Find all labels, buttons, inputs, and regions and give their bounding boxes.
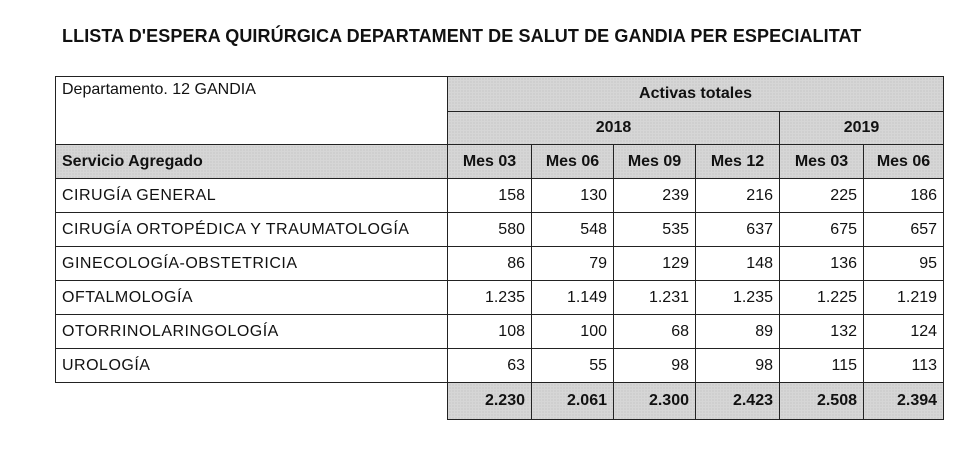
table-cell: 1.231 [614, 281, 696, 315]
service-name: CIRUGÍA GENERAL [56, 179, 448, 213]
year-header-2019: 2019 [780, 112, 944, 145]
table-cell: 239 [614, 179, 696, 213]
table-cell: 580 [448, 213, 532, 247]
table-row [56, 349, 944, 383]
column-header: Mes 12 [696, 145, 780, 179]
table-cell: 225 [780, 179, 864, 213]
service-header: Servicio Agregado [56, 145, 448, 179]
column-header: Mes 09 [614, 145, 696, 179]
service-name: OTORRINOLARINGOLOGÍA [56, 315, 448, 349]
total-cell: 2.061 [532, 383, 614, 420]
year-header-2018: 2018 [448, 112, 780, 145]
table-cell: 98 [614, 349, 696, 383]
service-name: CIRUGÍA ORTOPÉDICA Y TRAUMATOLOGÍA [56, 213, 448, 247]
table-cell: 216 [696, 179, 780, 213]
total-cell: 2.508 [780, 383, 864, 420]
column-header: Mes 06 [864, 145, 944, 179]
table-cell: 95 [864, 247, 944, 281]
table-cell: 86 [448, 247, 532, 281]
department-label: Departamento. 12 GANDIA [56, 77, 448, 145]
table-cell: 89 [696, 315, 780, 349]
table-row [56, 247, 944, 281]
column-header: Mes 03 [780, 145, 864, 179]
table-cell: 1.235 [448, 281, 532, 315]
table-cell: 1.225 [780, 281, 864, 315]
table-row [56, 213, 944, 247]
table-cell: 63 [448, 349, 532, 383]
table-cell: 158 [448, 179, 532, 213]
column-header: Mes 06 [532, 145, 614, 179]
table-cell: 186 [864, 179, 944, 213]
total-cell: 2.423 [696, 383, 780, 420]
column-header: Mes 03 [448, 145, 532, 179]
total-cell: 2.300 [614, 383, 696, 420]
service-name: OFTALMOLOGÍA [56, 281, 448, 315]
table-row [56, 315, 944, 349]
table-cell: 113 [864, 349, 944, 383]
table-cell: 124 [864, 315, 944, 349]
table-cell: 1.149 [532, 281, 614, 315]
totals-blank [56, 383, 448, 420]
table-cell: 675 [780, 213, 864, 247]
group-header: Activas totales [448, 77, 944, 112]
table-cell: 637 [696, 213, 780, 247]
table-cell: 68 [614, 315, 696, 349]
service-name: GINECOLOGÍA-OBSTETRICIA [56, 247, 448, 281]
service-name: UROLOGÍA [56, 349, 448, 383]
table-cell: 55 [532, 349, 614, 383]
table-cell: 657 [864, 213, 944, 247]
table-cell: 535 [614, 213, 696, 247]
table-cell: 136 [780, 247, 864, 281]
table-cell: 100 [532, 315, 614, 349]
table-row [56, 281, 944, 315]
table-cell: 115 [780, 349, 864, 383]
table-cell: 79 [532, 247, 614, 281]
total-cell: 2.394 [864, 383, 944, 420]
waiting-list-table [55, 76, 944, 420]
table-cell: 132 [780, 315, 864, 349]
page-title: LLISTA D'ESPERA QUIRÚRGICA DEPARTAMENT DE SALUT DE GANDIA PER ESPECIALITAT [62, 26, 862, 46]
table-row [56, 179, 944, 213]
table-cell: 1.235 [696, 281, 780, 315]
table-cell: 129 [614, 247, 696, 281]
table-cell: 130 [532, 179, 614, 213]
table-cell: 148 [696, 247, 780, 281]
totals-row [56, 383, 944, 420]
total-cell: 2.230 [448, 383, 532, 420]
table-cell: 548 [532, 213, 614, 247]
table-cell: 98 [696, 349, 780, 383]
table-cell: 108 [448, 315, 532, 349]
table-cell: 1.219 [864, 281, 944, 315]
